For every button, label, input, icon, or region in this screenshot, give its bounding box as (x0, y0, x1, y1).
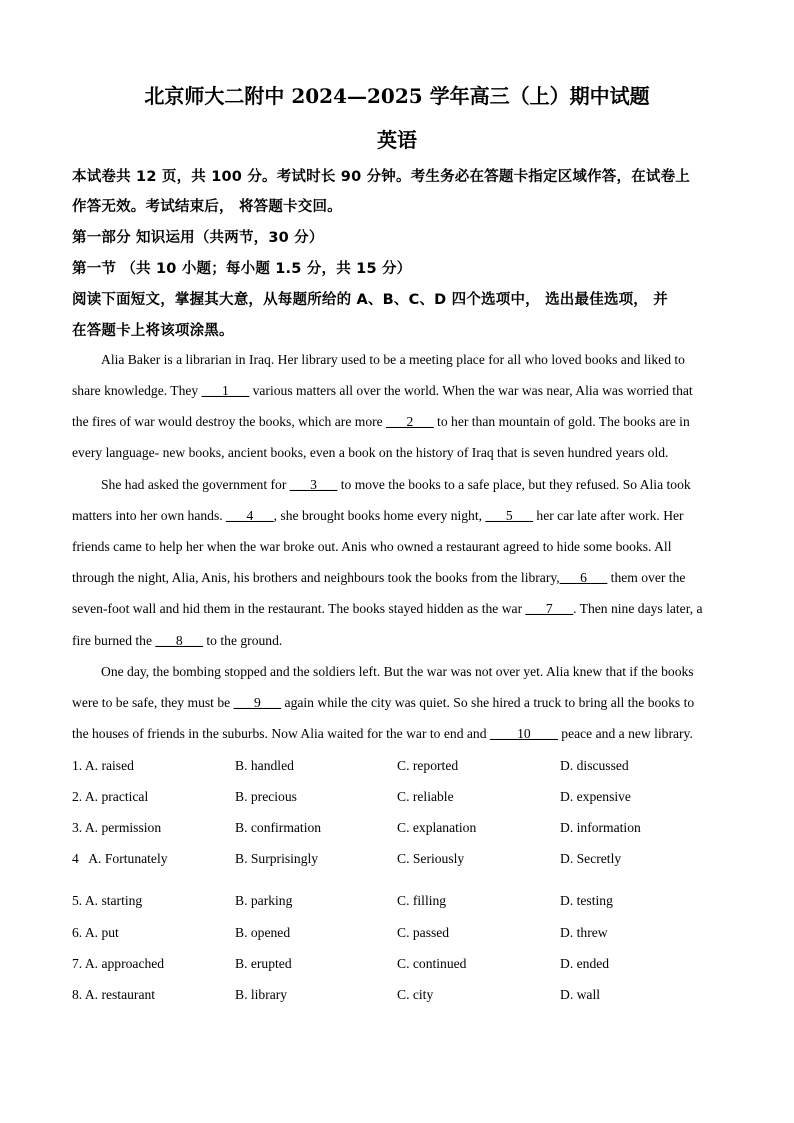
passage-line: fire burned the ___8___ to the ground. (72, 633, 283, 648)
section-heading: 第一节 （共 10 小题；每小题 1.5 分，共 15 分） (72, 261, 412, 277)
option-a: 8. A. restaurant (72, 987, 156, 1002)
direction-line-2: 在答题卡上将该项涂黑。 (72, 323, 234, 339)
blank-2: ___2___ (386, 414, 434, 429)
passage-line: friends came to help her when the war broke out. Anis who owned a restaurant agreed to hide some books. All (72, 539, 672, 554)
blank-4: ___4___ (226, 508, 274, 523)
passage-line: share knowledge. They ___1___ various matters all over the world. When the war was near, Alia was worried that (72, 383, 693, 398)
blank-9: ___9___ (233, 695, 282, 710)
passage-line: Alia Baker is a librarian in Iraq. Her library used to be a meeting place for all who loved books and liked to (101, 352, 685, 367)
option-c: C. explanation (397, 820, 477, 835)
option-c: C. reported (397, 758, 459, 773)
option-b: B. precious (235, 789, 297, 804)
option-c: C. reliable (397, 789, 454, 804)
blank-5: ___5___ (485, 508, 534, 523)
passage-line: the fires of war would destroy the books, which are more ___2___ to her than mountain of gold. The books are in (72, 414, 690, 429)
passage-line: were to be safe, they must be ___9___ again while the city was quiet. So she hired a truck to bring all the books to (72, 695, 695, 710)
blank-10: ____10____ (489, 726, 558, 741)
subject-title: 英语 (377, 128, 417, 152)
option-c: C. Seriously (397, 851, 465, 866)
option-b: B. opened (235, 925, 291, 940)
option-d: D. expensive (560, 789, 631, 804)
passage-line: seven-foot wall and hid them in the restaurant. The books stayed hidden as the war ___7___. Then nine days later, a (72, 601, 703, 616)
option-c: C. filling (397, 893, 447, 908)
instruction-line-2: 作答无效。考试结束后， 将答题卡交回。 (72, 199, 342, 215)
option-b: B. confirmation (235, 820, 322, 835)
passage-line: One day, the bombing stopped and the soldiers left. But the war was not over yet. Alia knew that if the books (101, 664, 694, 679)
passage-line: the houses of friends in the suburbs. Now Alia waited for the war to end and ____10____ peace and a new library. (72, 726, 693, 741)
blank-8: ___8___ (155, 633, 203, 648)
option-a: 5. A. starting (72, 893, 143, 908)
passage-line: She had asked the government for ___3___ to move the books to a safe place, but they refused. So Alia took (101, 477, 691, 492)
option-a: 2. A. practical (72, 789, 149, 804)
option-a: 7. A. approached (72, 956, 165, 971)
option-d: D. testing (560, 893, 613, 908)
option-d: D. information (560, 820, 641, 835)
exam-title: 北京师大二附中 2024—2025 学年高三（上）期中试题 (144, 84, 650, 108)
option-d: D. Secretly (560, 851, 622, 866)
option-a: 4 A. Fortunately (72, 851, 168, 866)
option-c: C. city (397, 987, 434, 1002)
option-a: 6. A. put (72, 925, 119, 940)
option-b: B. library (235, 987, 288, 1002)
passage-line: matters into her own hands. ___4___, she brought books home every night, ___5___ her car late after work. Her (72, 508, 684, 523)
option-d: D. ended (560, 956, 610, 971)
blank-3: ___3___ (289, 477, 338, 492)
option-b: B. Surprisingly (235, 851, 319, 866)
blank-1: ___1___ (201, 383, 250, 398)
passage-line: every language- new books, ancient books, even a book on the history of Iraq that is seven hundred years old. (72, 445, 669, 460)
option-d: D. discussed (560, 758, 629, 773)
option-c: C. passed (397, 925, 450, 940)
option-c: C. continued (397, 956, 467, 971)
blank-7: ___7___ (525, 601, 574, 616)
option-d: D. threw (560, 925, 608, 940)
option-d: D. wall (560, 987, 601, 1002)
direction-line-1: 阅读下面短文，掌握其大意，从每题所给的 A、B、C、D 四个选项中， 选出最佳选项， 并 (72, 292, 668, 308)
option-a: 3. A. permission (72, 820, 162, 835)
option-b: B. handled (235, 758, 294, 773)
passage-line: through the night, Alia, Anis, his brothers and neighbours took the books from the library,___6___ them over the (72, 570, 686, 585)
option-b: B. parking (235, 893, 293, 908)
option-b: B. erupted (235, 956, 292, 971)
part-heading: 第一部分 知识运用（共两节，30 分） (72, 230, 324, 246)
blank-6: ___6___ (559, 570, 608, 585)
option-a: 1. A. raised (72, 758, 134, 773)
instruction-line-1: 本试卷共 12 页，共 100 分。考试时长 90 分钟。考生务必在答题卡指定区域作答，在试卷上 (72, 169, 691, 185)
